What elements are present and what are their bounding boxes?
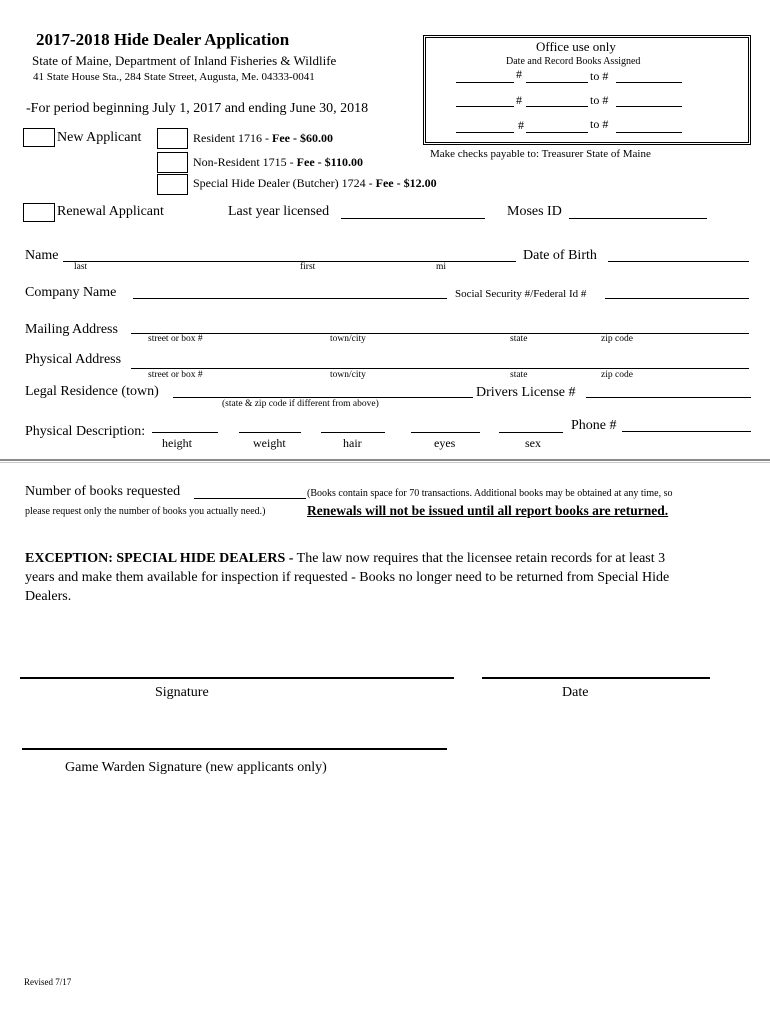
mailing-zip-hint: zip code xyxy=(601,334,633,344)
books-note-line-2: please request only the number of books you actually need.) xyxy=(25,506,266,517)
height-hint: height xyxy=(162,436,192,450)
resident-line xyxy=(193,131,333,146)
nonresident-label: Non-Resident 1715 - xyxy=(193,155,297,169)
special-dealer-checkbox[interactable] xyxy=(157,174,188,195)
office-to-2: to # xyxy=(590,93,609,107)
warden-signature-label: Game Warden Signature (new applicants only) xyxy=(65,760,327,775)
name-label: Name xyxy=(25,248,59,263)
signature-label: Signature xyxy=(155,685,209,700)
office-to-line-2[interactable] xyxy=(616,106,682,107)
phone-field[interactable] xyxy=(622,431,751,432)
ssn-label: Social Security #/Federal Id # xyxy=(455,288,587,300)
office-use-box xyxy=(423,35,751,145)
resident-label: Resident 1716 - xyxy=(193,131,272,145)
name-first-hint: first xyxy=(300,262,316,272)
mailing-state-hint: state xyxy=(510,334,528,344)
physical-state-hint: state xyxy=(510,370,528,380)
office-hash-2: # xyxy=(516,93,522,107)
exception-text-1: The law now requires that the licensee retain records for at least 3 xyxy=(293,551,666,566)
date-label: Date xyxy=(562,685,589,700)
resident-checkbox[interactable] xyxy=(157,128,188,149)
office-to-1: to # xyxy=(590,69,609,83)
physical-address-field[interactable] xyxy=(131,368,749,369)
office-from-line-2[interactable] xyxy=(526,106,588,107)
weight-field[interactable] xyxy=(239,432,301,433)
physical-zip-hint: zip code xyxy=(601,370,633,380)
name-field[interactable] xyxy=(63,261,516,262)
drivers-license-label: Drivers License # xyxy=(476,385,576,400)
warden-signature-line[interactable] xyxy=(22,748,447,750)
renewal-applicant-checkbox[interactable] xyxy=(23,203,55,222)
nonresident-checkbox[interactable] xyxy=(157,152,188,173)
revision-date: Revised 7/17 xyxy=(24,977,72,987)
physical-description-label: Physical Description: xyxy=(25,424,146,439)
physical-town-hint: town/city xyxy=(330,370,366,380)
exception-line-1 xyxy=(25,551,665,567)
office-from-line-3[interactable] xyxy=(526,132,588,133)
mailing-address-field[interactable] xyxy=(131,333,749,334)
ssn-field[interactable] xyxy=(605,298,749,299)
office-to-line-1[interactable] xyxy=(616,82,682,83)
office-title: Office use only xyxy=(536,39,616,54)
hair-field[interactable] xyxy=(321,432,385,433)
office-date-line-1[interactable] xyxy=(456,82,514,83)
books-requested-label: Number of books requested xyxy=(25,484,181,499)
name-mi-hint: mi xyxy=(436,262,447,272)
drivers-license-field[interactable] xyxy=(586,397,751,398)
legal-residence-field[interactable] xyxy=(173,397,473,398)
checks-payable-note: Make checks payable to: Treasurer State of Maine xyxy=(430,148,651,160)
physical-address-label: Physical Address xyxy=(25,352,122,367)
weight-hint: weight xyxy=(253,436,286,450)
sex-field[interactable] xyxy=(499,432,563,433)
agency-address: 41 State House Sta., 284 State Street, Augusta, Me. 04333-0041 xyxy=(33,71,315,83)
eyes-hint: eyes xyxy=(434,436,456,450)
nonresident-fee: Fee - $110.00 xyxy=(296,155,363,169)
office-from-line-1[interactable] xyxy=(526,82,588,83)
legal-residence-note: (state & zip code if different from above) xyxy=(222,399,379,409)
date-line[interactable] xyxy=(482,677,710,679)
special-dealer-label: Special Hide Dealer (Butcher) 1724 - xyxy=(193,176,376,190)
mailing-town-hint: town/city xyxy=(330,334,366,344)
office-hash-1: # xyxy=(516,67,522,81)
office-to-line-3[interactable] xyxy=(616,132,682,133)
sex-hint: sex xyxy=(525,436,541,450)
eyes-field[interactable] xyxy=(411,432,480,433)
dob-label: Date of Birth xyxy=(523,248,597,263)
nonresident-line xyxy=(193,155,363,170)
resident-fee: Fee - $60.00 xyxy=(272,131,333,145)
books-note-line-1: (Books contain space for 70 transactions. Additional books may be obtained at any time, so xyxy=(307,488,673,499)
renewal-applicant-label: Renewal Applicant xyxy=(57,204,164,219)
last-year-label: Last year licensed xyxy=(228,204,330,219)
office-subtitle: Date and Record Books Assigned xyxy=(506,56,641,67)
mailing-street-hint: street or box # xyxy=(148,334,203,344)
office-date-line-3[interactable] xyxy=(456,132,514,133)
hair-hint: hair xyxy=(343,436,362,450)
physical-street-hint: street or box # xyxy=(148,370,203,380)
office-hash-3: # xyxy=(518,118,524,132)
special-dealer-fee: Fee - $12.00 xyxy=(375,176,437,190)
name-last-hint: last xyxy=(74,262,88,272)
agency-name: State of Maine, Department of Inland Fisheries & Wildlife xyxy=(32,53,337,68)
form-title: 2017-2018 Hide Dealer Application xyxy=(36,30,290,49)
books-requested-field[interactable] xyxy=(194,498,306,499)
section-divider xyxy=(0,459,770,461)
moses-id-label: Moses ID xyxy=(507,204,562,219)
section-divider-shadow xyxy=(0,462,770,463)
office-to-3: to # xyxy=(590,117,609,131)
height-field[interactable] xyxy=(152,432,218,433)
special-dealer-line xyxy=(193,176,437,191)
signature-line[interactable] xyxy=(20,677,454,679)
company-label: Company Name xyxy=(25,285,117,300)
renewal-warning: Renewals will not be issued until all report books are returned. xyxy=(307,503,669,518)
legal-residence-label: Legal Residence (town) xyxy=(25,384,159,399)
moses-id-field[interactable] xyxy=(569,218,707,219)
last-year-field[interactable] xyxy=(341,218,485,219)
dob-field[interactable] xyxy=(608,261,749,262)
new-applicant-label: New Applicant xyxy=(57,130,142,145)
company-field[interactable] xyxy=(133,298,447,299)
mailing-address-label: Mailing Address xyxy=(25,322,118,337)
new-applicant-checkbox[interactable] xyxy=(23,128,55,147)
phone-label: Phone # xyxy=(571,418,617,433)
exception-label: EXCEPTION: SPECIAL HIDE DEALERS - xyxy=(25,551,294,566)
exception-text-2: years and make them available for inspection if requested - Books no longer need to be returned from Special Hide xyxy=(25,570,670,585)
office-date-line-2[interactable] xyxy=(456,106,514,107)
exception-text-3: Dealers. xyxy=(25,589,72,604)
license-period: -For period beginning July 1, 2017 and ending June 30, 2018 xyxy=(26,101,369,116)
